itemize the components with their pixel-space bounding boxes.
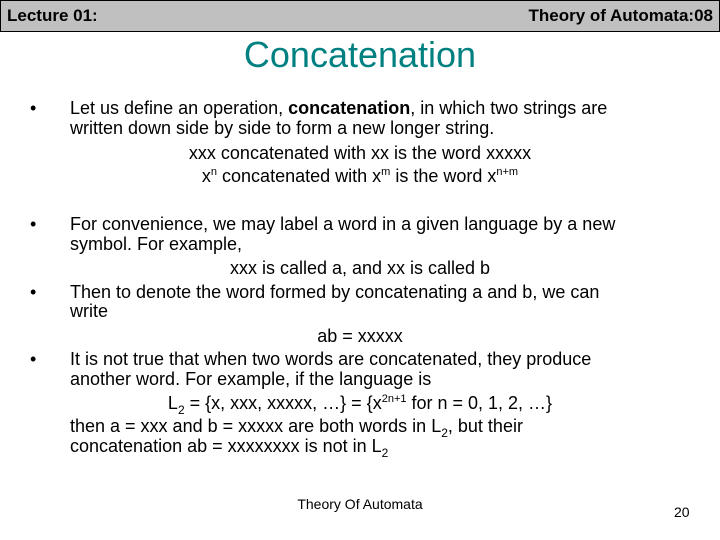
bullet-2-line-1: For convenience, we may label a word in a given language by a new <box>70 214 616 234</box>
example-xn-xm: $x^n$ concatenated with $x^m$ is the word $x^{n+m}$ <box>201 166 519 186</box>
slide-title: Concatenation <box>243 34 477 75</box>
page-number: 20 <box>674 504 690 520</box>
example-xxx-xx: xxx concatenated with xx is the word xxxxx <box>188 143 532 163</box>
course-label: Theory of Automata:08 <box>528 6 713 25</box>
bullet-1-line-1: Let us define an operation, concatenation, in which two strings are <box>70 98 608 118</box>
example-label-a-b: xxx is called a, and xx is called b <box>229 258 491 278</box>
bullet-1-marker: • <box>30 98 37 118</box>
bullet-4-line-2: another word. For example, if the language is <box>70 369 432 389</box>
bullet-4-line-5: concatenation ab = xxxxxxxx is not in $L_2$ <box>70 436 389 460</box>
term-concatenation: concatenation <box>288 98 411 118</box>
slide-footer: Theory Of Automata <box>297 496 423 512</box>
lecture-label: Lecture 01: <box>7 6 98 25</box>
slide-header <box>0 0 720 32</box>
bullet-3-marker: • <box>30 282 37 302</box>
bullet-3-line-2: write <box>70 301 109 321</box>
bullet-4-marker: • <box>30 349 37 369</box>
bullet-4-line-4: then a = xxx and b = xxxxx are both words in $L_2$, but their <box>70 416 523 440</box>
example-ab: ab = xxxxx <box>317 326 403 346</box>
bullet-2-marker: • <box>30 214 37 234</box>
bullet-3-line-1: Then to denote the word formed by concatenating a and b, we can <box>70 282 600 302</box>
bullet-4-line-1: It is not true that when two words are concatenated, they produce <box>70 349 592 369</box>
language-l2-definition: $L_2 = \{x$, xxx, xxxxx, …} = {$x^{2n+1}$ for n = 0, 1, 2, …} <box>167 393 553 417</box>
bullet-1-line-2: written down side by side to form a new longer string. <box>70 118 495 138</box>
bullet-2-line-2: symbol. For example, <box>70 234 243 254</box>
